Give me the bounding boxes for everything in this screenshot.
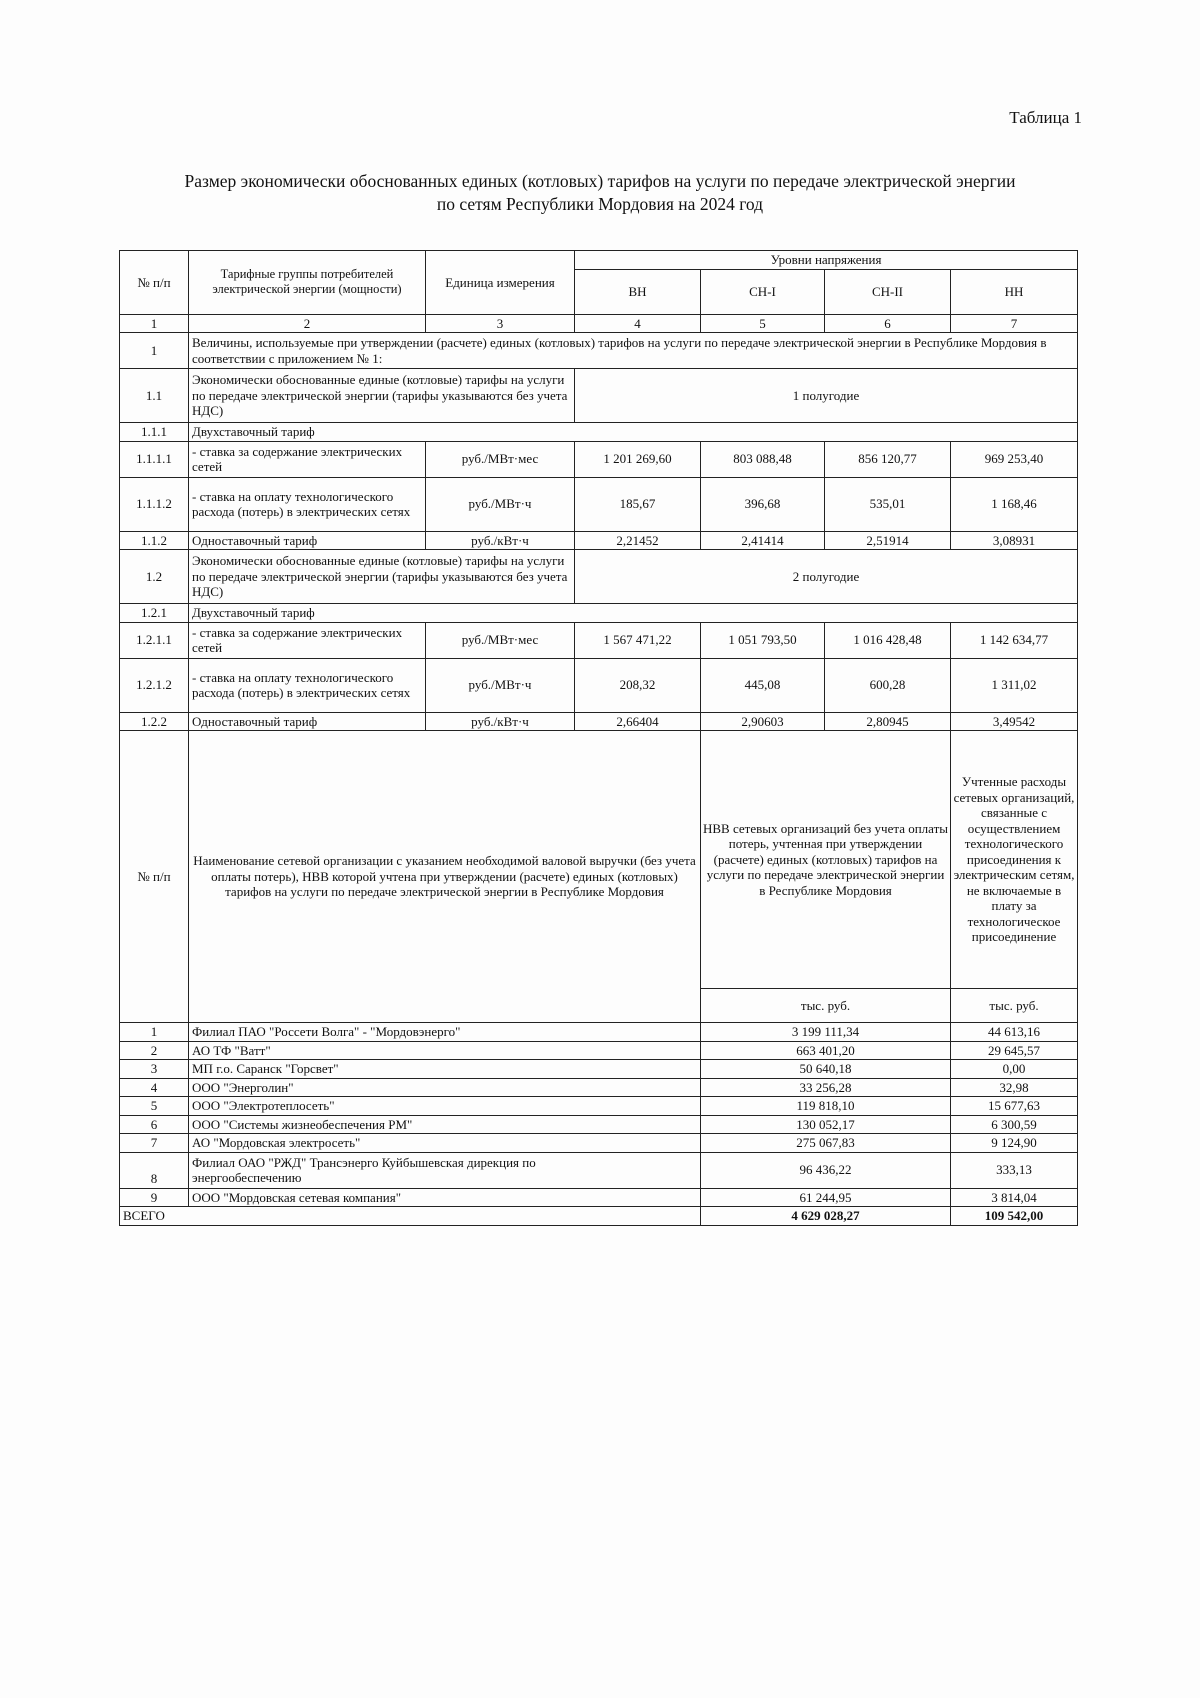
value-nn: 969 253,40	[951, 441, 1078, 477]
org-name: ООО "Системы жизнеобеспечения РМ"	[189, 1115, 701, 1134]
org-name: ООО "Энерголин"	[189, 1078, 701, 1097]
row-num: 5	[120, 1097, 189, 1116]
row-num: 1.2.1.1	[120, 622, 189, 658]
value-nn: 3,49542	[951, 712, 1078, 731]
org-nvv: 119 818,10	[701, 1097, 951, 1116]
org-col-name-header: Наименование сетевой организации с указанием необходимой валовой выручки (без учета оплаты потерь), НВВ которой учтена при утверждении (расчете) единых (котловых) тарифов на услуги по передаче электрической энергии в Республике Мордовия	[189, 731, 701, 1023]
value-vn: 1 201 269,60	[575, 441, 701, 477]
value-nn: 1 142 634,77	[951, 622, 1078, 658]
voltage-levels-header: Уровни напряжения	[575, 251, 1078, 270]
row-name: Одноставочный тариф	[189, 531, 426, 550]
two-rate-row	[120, 423, 1078, 442]
header-row-1	[120, 251, 1078, 270]
org-name: Филиал ПАО "Россети Волга" - "Мордовэнерго"	[189, 1023, 701, 1042]
org-col-num-header: № п/п	[120, 731, 189, 1023]
row-num: 1.1.1	[120, 423, 189, 442]
row-num: 1.2.1.2	[120, 658, 189, 712]
total-label: ВСЕГО	[120, 1207, 701, 1226]
org-nvv: 61 244,95	[701, 1188, 951, 1207]
org-name: АО ТФ "Ватт"	[189, 1041, 701, 1060]
section-1-1-row	[120, 369, 1078, 423]
row-name: - ставка за содержание электрических сетей	[189, 441, 426, 477]
org-nvv: 3 199 111,34	[701, 1023, 951, 1042]
value-sn2: 2,80945	[825, 712, 951, 731]
org-expenses: 29 645,57	[951, 1041, 1078, 1060]
col-unit-header: Единица измерения	[426, 251, 575, 315]
unit-nvv: тыс. руб.	[701, 989, 951, 1023]
org-nvv: 275 067,83	[701, 1134, 951, 1153]
org-name: АО "Мордовская электросеть"	[189, 1134, 701, 1153]
col-num-header: № п/п	[120, 251, 189, 315]
row-unit: руб./кВт·ч	[426, 531, 575, 550]
two-rate-row	[120, 604, 1078, 623]
row-num: 1.1.1.1	[120, 441, 189, 477]
row-num: 1.1.1.2	[120, 477, 189, 531]
col-nn-header: НН	[951, 269, 1078, 314]
row-num: 6	[120, 1115, 189, 1134]
value-nn: 3,08931	[951, 531, 1078, 550]
org-nvv: 96 436,22	[701, 1152, 951, 1188]
col-number: 7	[951, 314, 1078, 333]
row-num: 1.2.1	[120, 604, 189, 623]
intro-row	[120, 333, 1078, 369]
unit-expenses: тыс. руб.	[951, 989, 1078, 1023]
row-unit: руб./МВт·мес	[426, 622, 575, 658]
row-unit: руб./МВт·ч	[426, 477, 575, 531]
table-row	[120, 531, 1078, 550]
col-number: 3	[426, 314, 575, 333]
intro-text: Величины, используемые при утверждении (расчете) единых (котловых) тарифов на услуги по передаче электрической энергии в Республике Мордовия в соответствии с приложением № 1:	[189, 333, 1078, 369]
value-sn1: 445,08	[701, 658, 825, 712]
value-sn2: 2,51914	[825, 531, 951, 550]
row-num: 1.2	[120, 550, 189, 604]
org-expenses: 6 300,59	[951, 1115, 1078, 1134]
col-sn2-header: СН-II	[825, 269, 951, 314]
col-number: 2	[189, 314, 426, 333]
value-sn1: 2,90603	[701, 712, 825, 731]
value-vn: 185,67	[575, 477, 701, 531]
row-unit: руб./МВт·ч	[426, 658, 575, 712]
row-num: 1	[120, 333, 189, 369]
row-num: 3	[120, 1060, 189, 1079]
value-sn2: 600,28	[825, 658, 951, 712]
row-num: 1.2.2	[120, 712, 189, 731]
row-num: 1	[120, 1023, 189, 1042]
section-1-2-row	[120, 550, 1078, 604]
table-row	[120, 441, 1078, 477]
org-row	[120, 1134, 1078, 1153]
value-sn2: 856 120,77	[825, 441, 951, 477]
value-vn: 208,32	[575, 658, 701, 712]
col-number: 1	[120, 314, 189, 333]
row-name: Одноставочный тариф	[189, 712, 426, 731]
row-unit: руб./кВт·ч	[426, 712, 575, 731]
two-rate-label: Двухставочный тариф	[189, 604, 1078, 623]
org-row	[120, 1152, 1078, 1188]
two-rate-label: Двухставочный тариф	[189, 423, 1078, 442]
row-name: - ставка за содержание электрических сетей	[189, 622, 426, 658]
value-sn1: 1 051 793,50	[701, 622, 825, 658]
value-sn1: 2,41414	[701, 531, 825, 550]
org-row	[120, 1060, 1078, 1079]
org-expenses: 3 814,04	[951, 1188, 1078, 1207]
title-line-1: Размер экономически обоснованных единых (котловых) тарифов на услуги по передаче электрической энергии	[184, 171, 1016, 191]
row-num: 8	[120, 1152, 189, 1188]
org-nvv: 33 256,28	[701, 1078, 951, 1097]
row-name: - ставка на оплату технологического расхода (потерь) в электрических сетях	[189, 658, 426, 712]
row-num: 9	[120, 1188, 189, 1207]
row-num: 4	[120, 1078, 189, 1097]
value-vn: 2,21452	[575, 531, 701, 550]
table-label: Таблица 1	[1009, 108, 1082, 127]
org-name: Филиал ОАО "РЖД" Трансэнерго Куйбышевская дирекция по энергообеспечению	[189, 1152, 701, 1188]
row-num: 7	[120, 1134, 189, 1153]
value-sn2: 535,01	[825, 477, 951, 531]
table-row	[120, 477, 1078, 531]
tariff-table	[119, 250, 1078, 1226]
org-expenses: 15 677,63	[951, 1097, 1078, 1116]
row-num: 1.1	[120, 369, 189, 423]
row-name: - ставка на оплату технологического расхода (потерь) в электрических сетях	[189, 477, 426, 531]
value-sn1: 396,68	[701, 477, 825, 531]
org-expenses: 32,98	[951, 1078, 1078, 1097]
col-number: 6	[825, 314, 951, 333]
value-vn: 2,66404	[575, 712, 701, 731]
col-sn1-header: СН-I	[701, 269, 825, 314]
table-row	[120, 658, 1078, 712]
section-text: Экономически обоснованные единые (котловые) тарифы на услуги по передаче электрической энергии (тарифы указываются без учета НДС)	[189, 550, 575, 604]
total-expenses: 109 542,00	[951, 1207, 1078, 1226]
org-expenses: 9 124,90	[951, 1134, 1078, 1153]
section-text: Экономически обоснованные единые (котловые) тарифы на услуги по передаче электрической энергии (тарифы указываются без учета НДС)	[189, 369, 575, 423]
org-name: ООО "Мордовская сетевая компания"	[189, 1188, 701, 1207]
table-row	[120, 622, 1078, 658]
org-col-nvv-header: НВВ сетевых организаций без учета оплаты потерь, учтенная при утверждении (расчете) единых (котловых) тарифов на услуги по передаче электрической энергии в Республике Мордовия	[701, 731, 951, 989]
org-expenses: 333,13	[951, 1152, 1078, 1188]
value-sn2: 1 016 428,48	[825, 622, 951, 658]
org-row	[120, 1115, 1078, 1134]
col-number: 5	[701, 314, 825, 333]
column-numbers-row	[120, 314, 1078, 333]
period-label: 2 полугодие	[575, 550, 1078, 604]
title-line-2: по сетям Республики Мордовия на 2024 год	[436, 194, 764, 214]
total-nvv: 4 629 028,27	[701, 1207, 951, 1226]
value-vn: 1 567 471,22	[575, 622, 701, 658]
row-num: 2	[120, 1041, 189, 1060]
org-col-expenses-header: Учтенные расходы сетевых организаций, связанные с осуществлением технологического присоединения к электрическим сетям, не включаемые в плату за технологическое присоединение	[951, 731, 1078, 989]
row-unit: руб./МВт·мес	[426, 441, 575, 477]
row-num: 1.1.2	[120, 531, 189, 550]
org-name: ООО "Электротеплосеть"	[189, 1097, 701, 1116]
org-row	[120, 1041, 1078, 1060]
org-row	[120, 1078, 1078, 1097]
total-row	[120, 1207, 1078, 1226]
org-expenses: 44 613,16	[951, 1023, 1078, 1042]
value-sn1: 803 088,48	[701, 441, 825, 477]
col-number: 4	[575, 314, 701, 333]
org-row	[120, 1097, 1078, 1116]
col-vn-header: ВН	[575, 269, 701, 314]
period-label: 1 полугодие	[575, 369, 1078, 423]
org-nvv: 663 401,20	[701, 1041, 951, 1060]
org-nvv: 50 640,18	[701, 1060, 951, 1079]
org-nvv: 130 052,17	[701, 1115, 951, 1134]
page-title	[110, 170, 1090, 216]
org-header-row	[120, 731, 1078, 989]
org-row	[120, 1023, 1078, 1042]
table-row	[120, 712, 1078, 731]
org-expenses: 0,00	[951, 1060, 1078, 1079]
col-groups-header: Тарифные группы потребителей электрической энергии (мощности)	[189, 251, 426, 315]
org-row	[120, 1188, 1078, 1207]
value-nn: 1 311,02	[951, 658, 1078, 712]
value-nn: 1 168,46	[951, 477, 1078, 531]
org-name: МП г.о. Саранск "Горсвет"	[189, 1060, 701, 1079]
